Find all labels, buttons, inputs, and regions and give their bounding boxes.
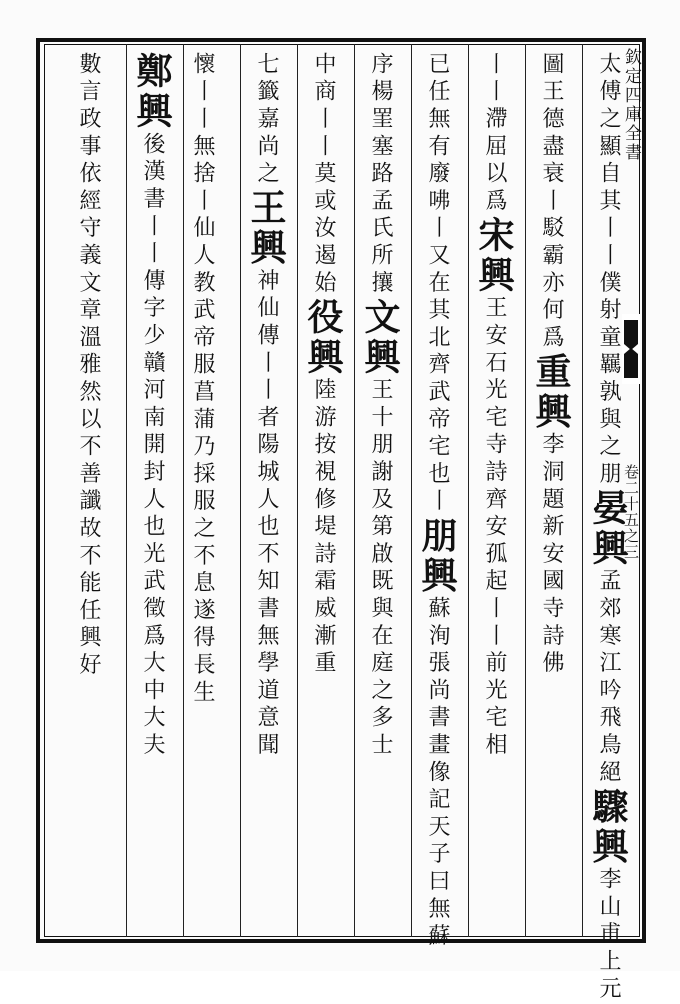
entry-text: 僕射童羈孰與之朋 — [596, 270, 621, 489]
entry-text: 數言政事依經守義文章溫雅然以不善讖故不能任興好 — [76, 52, 101, 680]
text-column — [77, 52, 99, 932]
entry-heading: 鄭興 — [131, 52, 173, 132]
entry-text: 蘇洵張尚書畫像記天子曰無 — [425, 596, 450, 924]
entry-text: 傳字少贛河南開封人也光武徵爲大中大夫 — [140, 268, 165, 760]
entry-text: 丨 — [539, 188, 564, 216]
entry-text: 丨丨 — [482, 596, 507, 651]
column-divider — [525, 44, 526, 937]
text-column — [302, 52, 344, 932]
entry-text: 太傅之顯自其 — [596, 52, 621, 216]
column-divider — [468, 44, 469, 937]
text-column — [530, 52, 572, 932]
text-column — [587, 52, 629, 1004]
entry-text: 孟郊寒江吟飛鳥絕 — [596, 568, 621, 788]
entry-heading: 晏興 — [587, 488, 629, 569]
entry-text: 莫或汝遏 — [311, 161, 336, 271]
entry-heading: 王興 — [245, 188, 287, 269]
entry-text: 王十朋謝及第啟既與在庭之多士 — [368, 377, 393, 760]
entry-text: 蘇 — [425, 923, 450, 952]
entry-text: 李洞題新安國寺詩佛 — [539, 432, 564, 679]
entry-text: 王安石光宅寺詩齊安孤起 — [482, 295, 507, 597]
entry-text: 前光宅相 — [482, 650, 507, 760]
entry-text: 丨丨 — [254, 350, 279, 406]
column-divider — [354, 44, 355, 937]
entry-heading: 朋興 — [416, 516, 458, 597]
text-column — [245, 52, 287, 932]
entry-text: 齊武帝宅也 — [425, 352, 450, 489]
column-divider — [126, 44, 127, 937]
column-divider — [411, 44, 412, 937]
entry-text: 序楊罣塞路孟氏所攘 — [368, 52, 393, 298]
entry-text: 者陽城人也不知書無學道意聞 — [254, 405, 279, 760]
entry-text: 中商 — [311, 52, 336, 107]
entry-text: 丨又在其北 — [425, 215, 450, 353]
entry-text: 圖王德盡衰 — [539, 52, 564, 189]
text-column — [473, 52, 515, 932]
entry-text: 懷 — [190, 52, 215, 80]
text-column — [191, 52, 213, 932]
entry-heading: 宋興 — [473, 215, 515, 296]
entry-heading: 驟興 — [587, 787, 629, 868]
text-column — [359, 52, 401, 932]
entry-heading: 文興 — [359, 297, 401, 378]
column-divider — [183, 44, 184, 937]
entry-text: 仙人教武帝服菖蒲乃採服之不息遂得長生 — [190, 215, 215, 708]
entry-text: 丨 — [190, 188, 215, 216]
entry-text: 丨丨 — [311, 106, 336, 162]
entry-text: 駁霸亦何爲 — [539, 215, 564, 353]
entry-text: 丨丨滯屈以爲 — [482, 52, 507, 216]
text-column — [416, 52, 458, 952]
entry-text: 神仙傳 — [254, 268, 279, 351]
entry-text: 七籤嘉尚之 — [254, 52, 279, 189]
entry-heading: 役興 — [302, 297, 344, 378]
entry-text: 始 — [311, 270, 336, 298]
entry-text: 丨丨 — [596, 215, 621, 271]
entry-text: 丨 — [425, 488, 450, 517]
entry-text: 後漢書 — [140, 132, 165, 214]
column-divider — [582, 44, 583, 937]
column-divider — [297, 44, 298, 937]
entry-text: 無捨 — [190, 133, 215, 189]
book-title: 欽定四庫全書 — [621, 48, 641, 162]
entry-text: 李山甫上元 — [596, 867, 621, 1004]
entry-text: 丨丨 — [190, 79, 215, 134]
entry-text: 已任無有廢咈 — [425, 52, 450, 216]
entry-heading: 重興 — [530, 352, 572, 433]
text-column — [131, 52, 173, 932]
entry-text: 丨丨 — [140, 213, 165, 269]
column-divider — [240, 44, 241, 937]
entry-text: 陸游按視修堤詩霜威漸重 — [311, 377, 336, 679]
volume-number: 卷二十五之三 — [622, 464, 640, 560]
